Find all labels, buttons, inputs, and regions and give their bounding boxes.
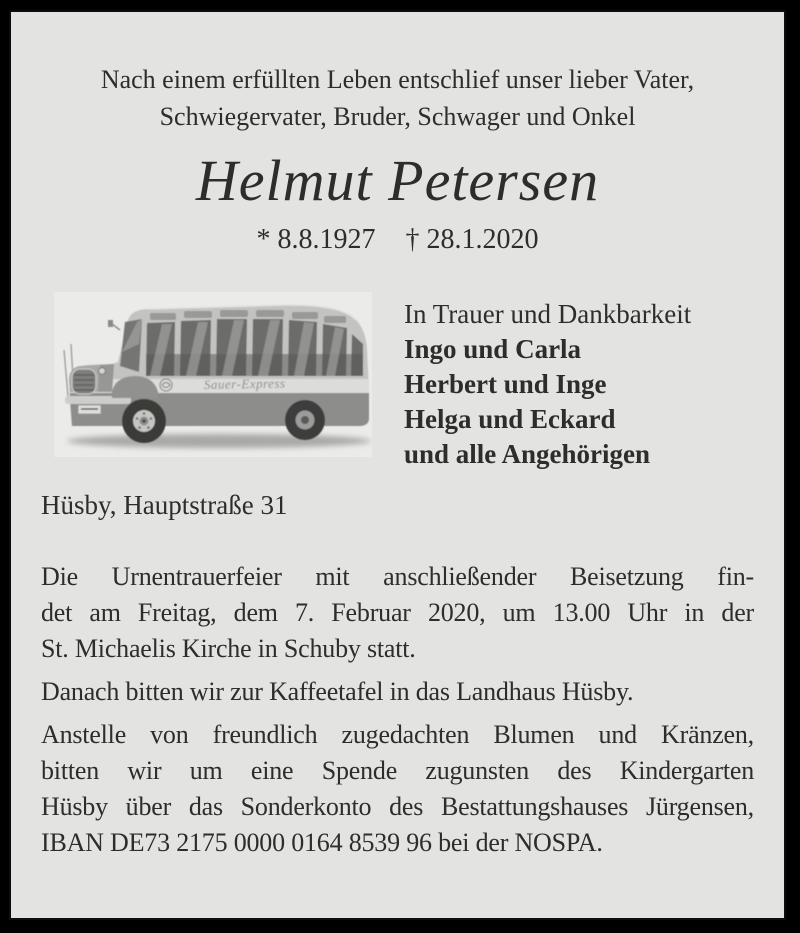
birth-date: * 8.8.1927 — [256, 223, 376, 255]
bus-signage-text: Sauer-Express — [203, 375, 286, 392]
mourner-name: und alle Angehörigen — [404, 438, 651, 469]
death-date: † 28.1.2020 — [405, 223, 539, 255]
paragraph-line: Anstelle von freundlich zugedachten Blumen und Kränzen, — [41, 719, 754, 749]
bus-illustration — [54, 292, 372, 457]
life-dates — [41, 224, 754, 256]
deceased-name: Helmut Petersen — [195, 148, 600, 213]
headlight — [99, 368, 106, 375]
front-wheel — [122, 399, 166, 443]
coffee-reception-paragraph — [41, 674, 754, 710]
funeral-service-paragraph — [41, 559, 754, 667]
mourning-heading: In Trauer und Dankbarkeit — [404, 298, 692, 329]
address-line: Hüsby, Hauptstraße 31 — [41, 489, 288, 520]
intro-text — [41, 61, 754, 135]
intro-line-2: Schwiegervater, Bruder, Schwager und Onkel — [159, 102, 636, 131]
mourners-block — [404, 292, 691, 472]
mourner-name: Ingo und Carla — [404, 333, 582, 364]
bus-body-group — [64, 305, 369, 443]
paragraph-line: det am Freitag, dem 7. Februar 2020, um 13.00 Uhr in der — [41, 597, 754, 627]
funeral-information — [41, 559, 754, 861]
paragraph-line: St. Michaelis Kirche in Schuby statt. — [41, 633, 416, 663]
iban-line: IBAN DE73 2175 0000 0164 8539 96 bei der NOSPA. — [41, 827, 603, 857]
rear-wheel — [285, 400, 325, 440]
mourner-name: Helga und Eckard — [404, 403, 616, 434]
paragraph-line: Danach bitten wir zur Kaffeetafel in das Landhaus Hüsby. — [41, 676, 634, 706]
obituary-notice — [9, 10, 786, 920]
paragraph-line: Hüsby über das Sonderkonto des Bestattungshauses Jürgensen, — [41, 791, 754, 821]
donation-paragraph — [41, 717, 754, 861]
paragraph-line: Die Urnentrauerfeier mit anschließender Beisetzung fin- — [41, 561, 754, 591]
paragraph-line: bitten wir um eine Spende zugunsten des Kindergarten — [41, 755, 754, 785]
bus-shadow — [67, 434, 371, 448]
intro-line-1: Nach einem erfüllten Leben entschlief unser lieber Vater, — [100, 65, 695, 94]
bus-photo — [54, 292, 372, 457]
mourner-name: Herbert und Inge — [404, 368, 607, 399]
photo-and-mourners-row — [41, 292, 754, 472]
mirror — [108, 320, 113, 327]
